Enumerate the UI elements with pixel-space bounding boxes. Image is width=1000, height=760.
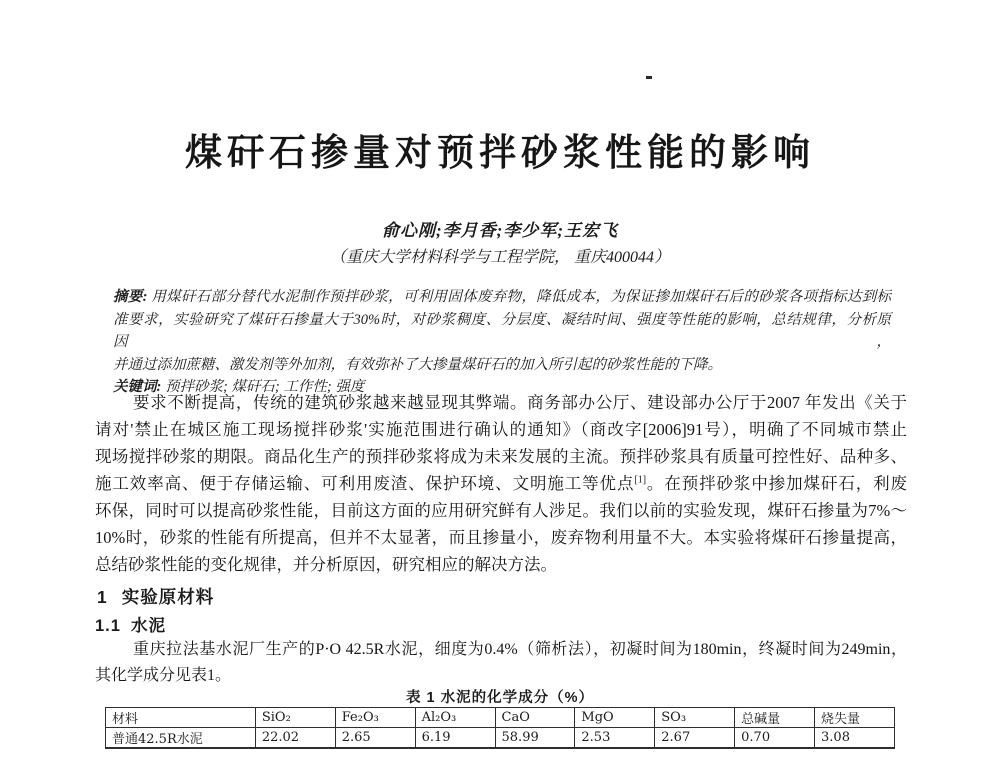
abstract-label: 摘要: (113, 289, 148, 305)
col-header-loss-on-ignition: 烧失量 (815, 708, 895, 728)
section-heading-1 (97, 584, 214, 609)
cell-mgo: 2.53 (575, 728, 655, 749)
section-number: 1 (97, 587, 108, 607)
intro-line: 10%时，砂浆的性能有所提高，但并不太显著，而且掺量小，废弃物利用量不大。本实验将煤矸石掺量提高， (95, 528, 907, 547)
abstract-text: 用煤矸石部分替代水泥制作预拌砂浆，可利用固体废弃物，降低成本，为保证掺加煤矸石后的砂浆各项指标达到标 (151, 289, 892, 305)
cell-material: 普通42.5R水泥 (106, 728, 256, 749)
table-header-row (106, 708, 895, 728)
col-header-mgo: MgO (575, 708, 655, 728)
col-header-material: 材料 (106, 708, 256, 728)
intro-line: 请对'禁止在城区施工现场搅拌砂浆'实施范围进行确认的通知》（商改字[2006]91号），明确了不同城市禁止 (95, 420, 907, 439)
authors-line: 俞心刚;李月香;李少军;王宏飞 (382, 221, 618, 240)
cell-cao: 58.99 (495, 728, 575, 749)
affiliation-line: （重庆大学材料科学与工程学院， 重庆400044） (329, 249, 670, 266)
col-header-al2o3: Al₂O₃ (415, 708, 495, 728)
citation-marker: [1] (634, 474, 647, 486)
intro-paragraph (95, 389, 907, 578)
abstract-line (113, 286, 891, 309)
intro-line: 环保，同时可以提高砂浆性能，目前这方面的应用研究鲜有人涉足。我们以前的实验发现，煤矸石掺量为7%～ (95, 501, 907, 520)
col-header-so3: SO₃ (655, 708, 735, 728)
col-header-fe2o3: Fe₂O₃ (335, 708, 415, 728)
keywords-text: 预拌砂浆; 煤矸石; 工作性; 强度 (164, 379, 365, 395)
cell-total-alkali: 0.70 (735, 728, 815, 749)
intro-text: 施工效率高、便于存储运输、可利用废渣、保护环境、文明施工等优点 (95, 474, 635, 493)
cell-fe2o3: 2.65 (335, 728, 415, 749)
section-number: 1.1 (95, 617, 121, 635)
keywords-label: 关键词: (113, 379, 162, 395)
abstract-block (113, 286, 891, 399)
scan-artifact-dot (646, 76, 652, 79)
section-title: 水泥 (130, 617, 166, 635)
col-header-total-alkali: 总碱量 (735, 708, 815, 728)
cell-al2o3: 6.19 (415, 728, 495, 749)
intro-text: 。在预拌砂浆中掺加煤矸石，利废 (646, 474, 908, 493)
cement-line: 其化学成分见表1。 (95, 667, 232, 684)
cell-loss-on-ignition: 3.08 (815, 728, 895, 749)
cement-paragraph (95, 637, 907, 689)
cement-composition-table (105, 707, 895, 749)
section-title: 实验原材料 (121, 587, 215, 607)
abstract-line: 准要求，实验研究了煤矸石掺量大于30%时，对砂浆稠度、分层度、凝结时间、强度等性能的影响，总结规律，分析原因， (113, 311, 891, 350)
intro-line: 现场搅拌砂浆的期限。商品化生产的预拌砂浆将成为未来发展的主流。预拌砂浆具有质量可控性好、品种多、 (95, 447, 907, 466)
page-title: 煤矸石掺量对预拌砂浆性能的影响 (185, 132, 815, 173)
col-header-sio2: SiO₂ (255, 708, 335, 728)
intro-line: 要求不断提高，传统的建筑砂浆越来越显现其弊端。商务部办公厅、建设部办公厅于2007 年发出《关于 (133, 393, 907, 412)
intro-line (95, 470, 907, 497)
section-heading-1-1 (95, 612, 166, 636)
cell-sio2: 22.02 (255, 728, 335, 749)
table-caption: 表 1 水泥的化学成分（%） (405, 690, 594, 706)
abstract-line: 并通过添加蔗糖、激发剂等外加剂，有效弥补了大掺量煤矸石的加入所引起的砂浆性能的下降。 (113, 356, 722, 373)
cell-so3: 2.67 (655, 728, 735, 749)
intro-line: 总结砂浆性能的变化规律，并分析原因，研究相应的解决方法。 (95, 555, 557, 574)
table-row (106, 728, 895, 749)
col-header-cao: CaO (495, 708, 575, 728)
cement-line: 重庆拉法基水泥厂生产的P·O 42.5R水泥，细度为0.4%（筛析法），初凝时间为180min，终凝时间为249min， (133, 641, 907, 658)
